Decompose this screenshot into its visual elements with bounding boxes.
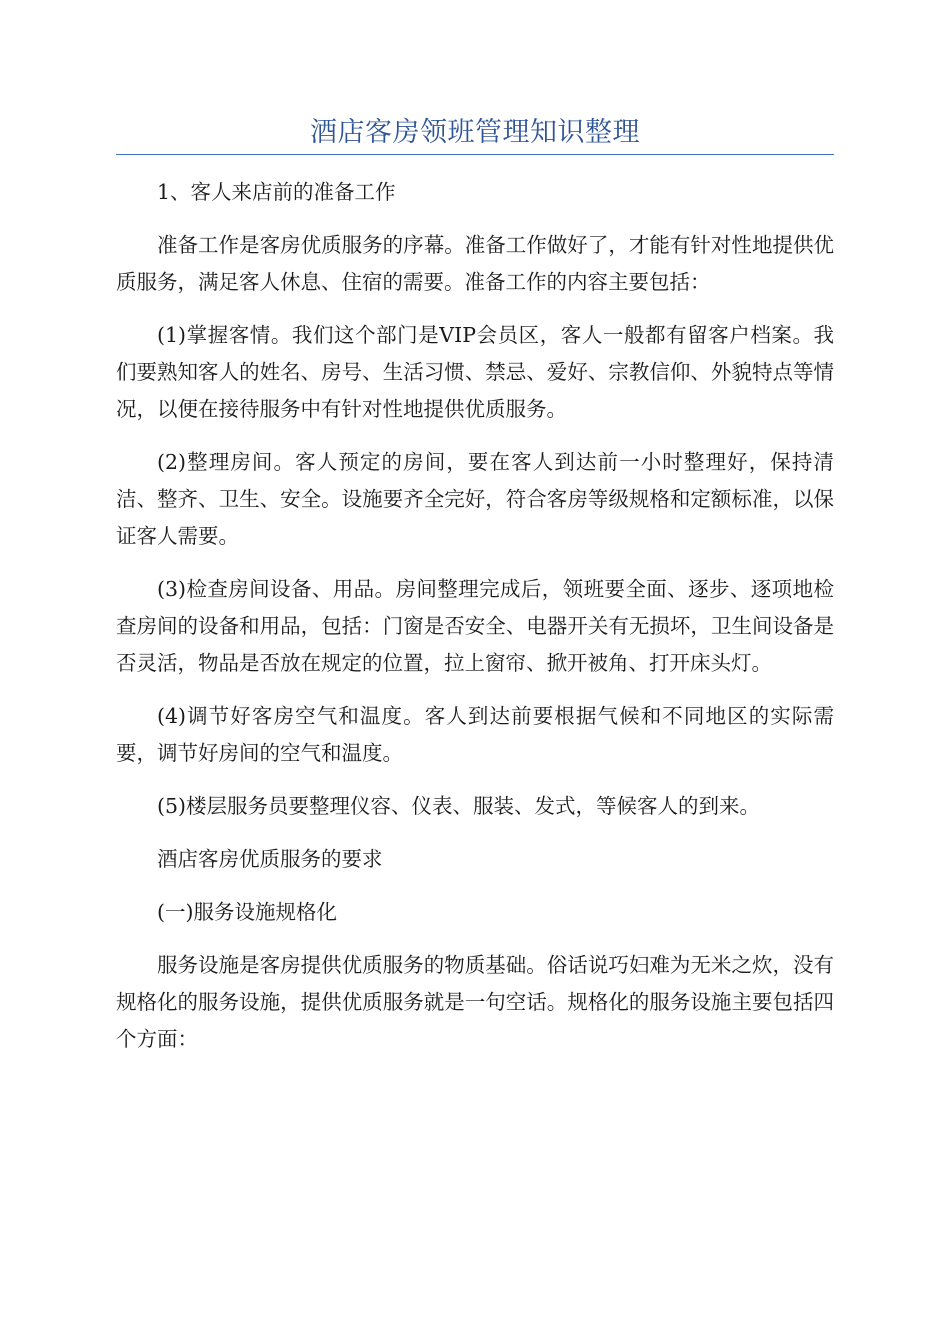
title-underline (116, 154, 834, 155)
section-heading-preparation: 1、客人来店前的准备工作 (157, 180, 396, 204)
subsection-heading-facilities: (一)服务设施规格化 (157, 900, 337, 924)
paragraph-item-1: (1)掌握客情。我们这个部门是VIP会员区，客人一般都有留客户档案。我们要熟知客人的姓名、房号、生活习惯、禁忌、爱好、宗教信仰、外貌特点等情况，以便在接待服务中有针对性地提供优质服务。 (116, 323, 834, 421)
section-heading-requirements: 酒店客房优质服务的要求 (157, 847, 383, 871)
document-title: 酒店客房领班管理知识整理 (310, 117, 640, 148)
document-body (116, 174, 834, 1074)
paragraph-item-5: (5)楼层服务员要整理仪容、仪表、服装、发式，等候客人的到来。 (157, 794, 761, 818)
paragraph-item-2: (2)整理房间。客人预定的房间，要在客人到达前一小时整理好，保持清洁、整齐、卫生、安全。设施要齐全完好，符合客房等级规格和定额标准，以保证客人需要。 (116, 450, 834, 548)
paragraph-item-3: (3)检查房间设备、用品。房间整理完成后，领班要全面、逐步、逐项地检查房间的设备和用品，包括：门窗是否安全、电器开关有无损坏，卫生间设备是否灵活，物品是否放在规定的位置，拉上窗帘、掀开被角、打开床头灯。 (116, 577, 834, 675)
paragraph-item-4: (4)调节好客房空气和温度。客人到达前要根据气候和不同地区的实际需要，调节好房间的空气和温度。 (116, 704, 834, 765)
paragraph-preparation-intro: 准备工作是客房优质服务的序幕。准备工作做好了，才能有针对性地提供优质服务，满足客人休息、住宿的需要。准备工作的内容主要包括： (116, 233, 834, 294)
paragraph-facilities: 服务设施是客房提供优质服务的物质基础。俗话说巧妇难为无米之炊，没有规格化的服务设施，提供优质服务就是一句空话。规格化的服务设施主要包括四个方面： (116, 953, 834, 1051)
